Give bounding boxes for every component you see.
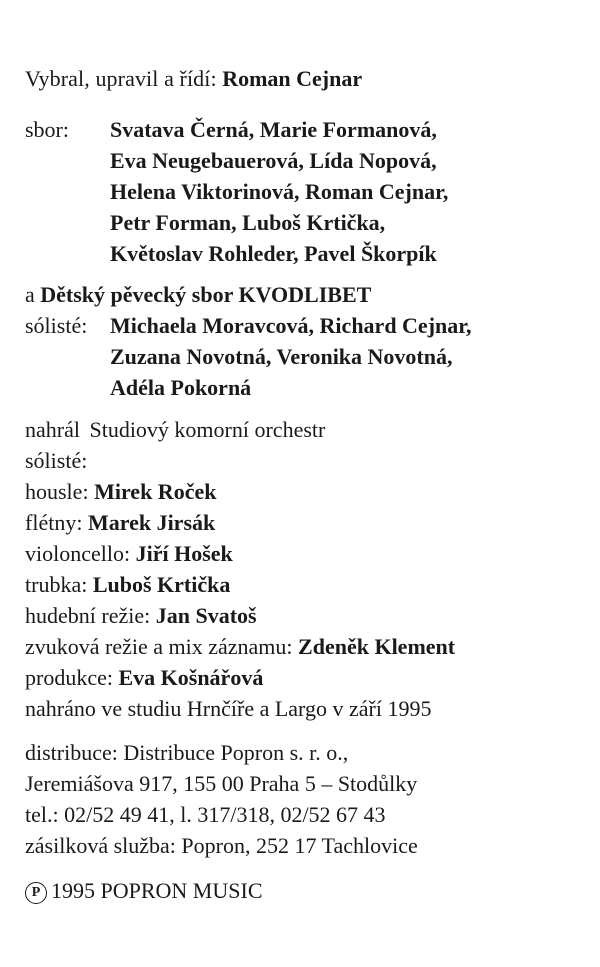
role-name: Jiří Hošek <box>135 541 233 566</box>
role-label: violoncello: <box>25 541 131 566</box>
role-name: Eva Košnářová <box>118 665 264 690</box>
soloist-line: Adéla Pokorná <box>110 375 252 400</box>
recording-location: nahráno ve studiu Hrnčíře a Largo v září 1995 <box>25 696 432 721</box>
role-name: Marek Jirsák <box>87 510 216 535</box>
role-label: zvuková režie a mix záznamu: <box>25 634 293 659</box>
recorded-by-label: nahrál <box>25 417 80 442</box>
director-line <box>25 68 362 90</box>
recorded-by-orchestra: Studiový komorní orchestr <box>89 417 326 442</box>
role-label: housle: <box>25 479 89 504</box>
role-line-cello <box>25 543 233 565</box>
role-line-trumpet <box>25 574 230 596</box>
role-name: Jan Svatoš <box>155 603 257 628</box>
choir-line: Eva Neugebauerová, Lída Nopová, <box>110 148 437 173</box>
childrens-choir-line <box>25 284 371 306</box>
role-label: produkce: <box>25 665 113 690</box>
choir-label: sbor: <box>25 117 69 142</box>
choir-line: Svatava Černá, Marie Formanová, <box>110 117 437 142</box>
director-name: Roman Cejnar <box>222 66 363 91</box>
recorded-by-line <box>25 419 325 441</box>
role-name: Mirek Roček <box>94 479 217 504</box>
distribution-line: distribuce: Distribuce Popron s. r. o., <box>25 740 349 765</box>
soloist-line: Zuzana Novotná, Veronika Novotná, <box>110 344 453 369</box>
role-line-violin <box>25 481 216 503</box>
phonogram-copyright <box>25 880 263 904</box>
soloist-line: Michaela Moravcová, Richard Cejnar, <box>110 313 472 338</box>
role-label: trubka: <box>25 572 88 597</box>
copyright-text: 1995 POPRON MUSIC <box>51 878 263 903</box>
distribution-address: Jeremiášova 917, 155 00 Praha 5 – Stodůlky <box>25 771 418 796</box>
distribution-phone: tel.: 02/52 49 41, l. 317/318, 02/52 67 43 <box>25 802 386 827</box>
director-label: Vybral, upravil a řídí: <box>25 66 217 91</box>
role-line-music-direction <box>25 605 257 627</box>
role-label: hudební režie: <box>25 603 151 628</box>
mail-order-line: zásilková služba: Popron, 252 17 Tachlovice <box>25 833 418 858</box>
role-line-flutes <box>25 512 215 534</box>
role-line-sound-mix <box>25 636 455 658</box>
choir-line: Květoslav Rohleder, Pavel Škorpík <box>110 241 437 266</box>
role-label: flétny: <box>25 510 83 535</box>
choir-line: Petr Forman, Luboš Krtička, <box>110 210 386 235</box>
soloists-label: sólisté: <box>25 313 88 338</box>
orchestra-soloists-label: sólisté: <box>25 448 88 473</box>
childrens-choir-name: Dětský pěvecký sbor KVODLIBET <box>40 282 372 307</box>
choir-line: Helena Viktorinová, Roman Cejnar, <box>110 179 449 204</box>
childrens-choir-prefix: a <box>25 282 35 307</box>
role-name: Zdeněk Klement <box>298 634 456 659</box>
phonogram-symbol-icon: P <box>25 882 47 904</box>
role-name: Luboš Krtička <box>92 572 231 597</box>
role-line-production <box>25 667 263 689</box>
